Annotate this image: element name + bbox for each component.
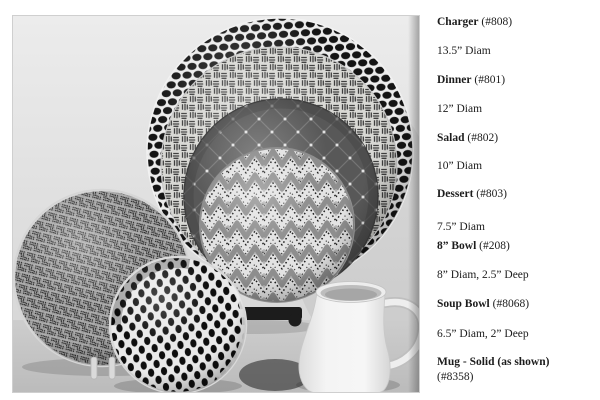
spec-code-mug: (#8358) (437, 371, 474, 383)
spec-dim-charger: 13.5” Diam (437, 45, 491, 57)
spec-dim-dinner: 12” Diam (437, 103, 483, 115)
spec-list (437, 0, 597, 400)
spec-name-8in-bowl: 8” Bowl (#208) (437, 240, 510, 252)
spec-dim-8in-bowl: 8” Diam, 2.5” Deep (437, 269, 529, 281)
spec-name-salad: Salad (#802) (437, 132, 499, 144)
spec-name-dinner: Dinner (#801) (437, 74, 506, 86)
spec-name-dessert: Dessert (#803) (437, 188, 507, 200)
spec-name-soup-bowl: Soup Bowl (#8068) (437, 298, 530, 310)
spec-dim-soup-bowl: 6.5” Diam, 2” Deep (437, 328, 529, 340)
product-photo (12, 15, 420, 393)
spec-dim-salad: 10” Diam (437, 160, 483, 172)
spec-name-mug: Mug - Solid (as shown) (437, 356, 550, 368)
spec-name-charger: Charger (#808) (437, 16, 513, 28)
soup-bowl (110, 257, 246, 393)
spec-dim-dessert: 7.5” Diam (437, 221, 485, 233)
photo-edge-shadow (408, 15, 420, 393)
